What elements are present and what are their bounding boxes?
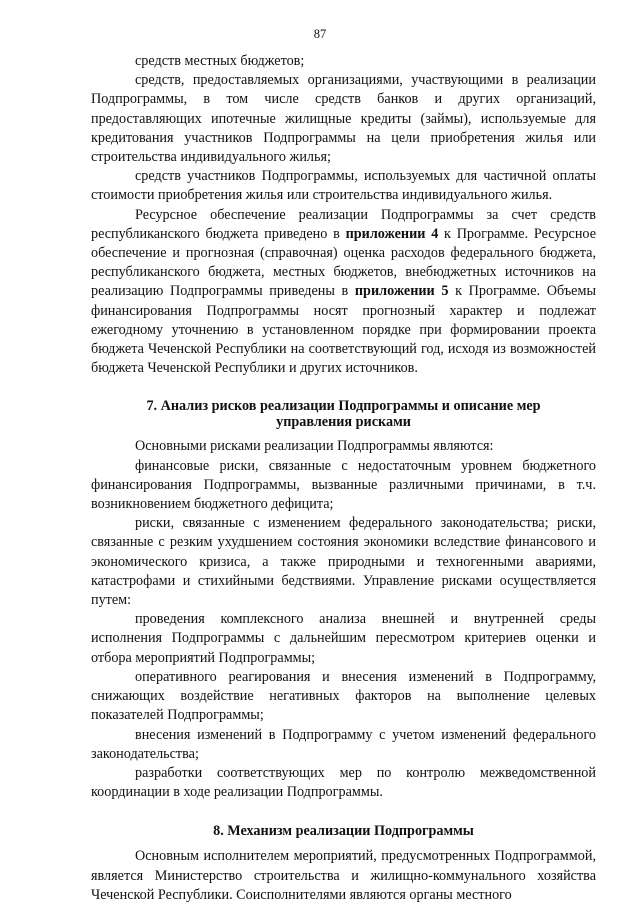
appendix-5-reference: приложении 5 xyxy=(354,283,449,300)
section-8-heading: 8. Механизм реализации Подпрограммы xyxy=(213,823,474,840)
section-7-paragraph: проведения комплексного анализа внешней и внутренней среды исполнения Подпрограммы с дальнейшим пересмотром критериев оценки и отбора мероприятий Подпрограммы; xyxy=(91,611,596,666)
resource-text-part-3: к Программе. Объемы финансирования Подпрограммы носят прогнозный характер и подлежат ежегодному уточнению в установленном порядке при формировании проекта бюджета Чеченской Республики на соответствующий год, исходя из возможностей бюджета Чеченской Республики и других источников. xyxy=(91,283,596,377)
section-7-paragraph: финансовые риски, связанные с недостаточным уровнем бюджетного финансирования Подпрограммы, вызванные различными причинами, в т.ч. возникновением бюджетного дефицита; xyxy=(91,457,596,513)
funding-source-participants: средств участников Подпрограммы, используемых для частичной оплаты стоимости приобретения жилья или строительства индивидуального жилья. xyxy=(91,168,596,204)
funding-source-local-budgets: средств местных бюджетов; xyxy=(135,53,305,69)
section-7-paragraph: разработки соответствующих мер по контролю межведомственной координации в ходе реализации Подпрограммы. xyxy=(91,764,596,801)
resource-provision-paragraph xyxy=(91,206,596,379)
resource-text-part-1: Ресурсное обеспечение реализации Подпрограммы за счет средств республиканского бюджета приведено в xyxy=(91,206,596,242)
section-7-paragraph: Основными рисками реализации Подпрограммы являются: xyxy=(135,438,494,455)
resource-text-part-2: к Программе. Ресурсное обеспечение и прогнозная (справочная) оценка расходов федерального бюджета, республиканского бюджета, местных бюджетов, внебюджетных источников на реализацию Подпрограммы приведены в xyxy=(91,225,596,300)
section-8-paragraph: Основным исполнителем мероприятий, предусмотренных Подпрограммой, является Министерство строительства и жилищно-коммунального хозяйства Чеченской Республики. Соисполнителями являются органы местного xyxy=(91,848,596,903)
section-7-paragraph: риски, связанные с изменением федерального законодательства; риски, связанные с резким ухудшением состояния экономики вследствие финансового и экономического кризиса, а также природными и техногенными авариями, катастрофами и стихийными бедствиями. Управление рисками осуществляется путем: xyxy=(91,515,596,609)
page-number: 87 xyxy=(313,27,327,41)
page-content xyxy=(91,52,596,905)
appendix-4-reference: приложении 4 xyxy=(345,225,439,242)
funding-source-organizations: средств, предоставляемых организациями, участвующими в реализации Подпрограммы, в том числе средств банков и других организаций, предоставляющих ипотечные жилищные кредиты (займы), используемые для кредитования участников Подпрограммы на цели приобретения жилья или строительства индивидуального жилья; xyxy=(91,72,596,166)
section-7-heading: 7. Анализ рисков реализации Подпрограммы и описание мер управления рисками xyxy=(146,398,541,431)
section-7-paragraph: оперативного реагирования и внесения изменений в Подпрограмму, снижающих воздействие негативных факторов на выполнение целевых показателей Подпрограммы; xyxy=(91,668,596,724)
section-7-paragraph: внесения изменений в Подпрограмму с учетом изменений федерального законодательства; xyxy=(91,726,596,762)
